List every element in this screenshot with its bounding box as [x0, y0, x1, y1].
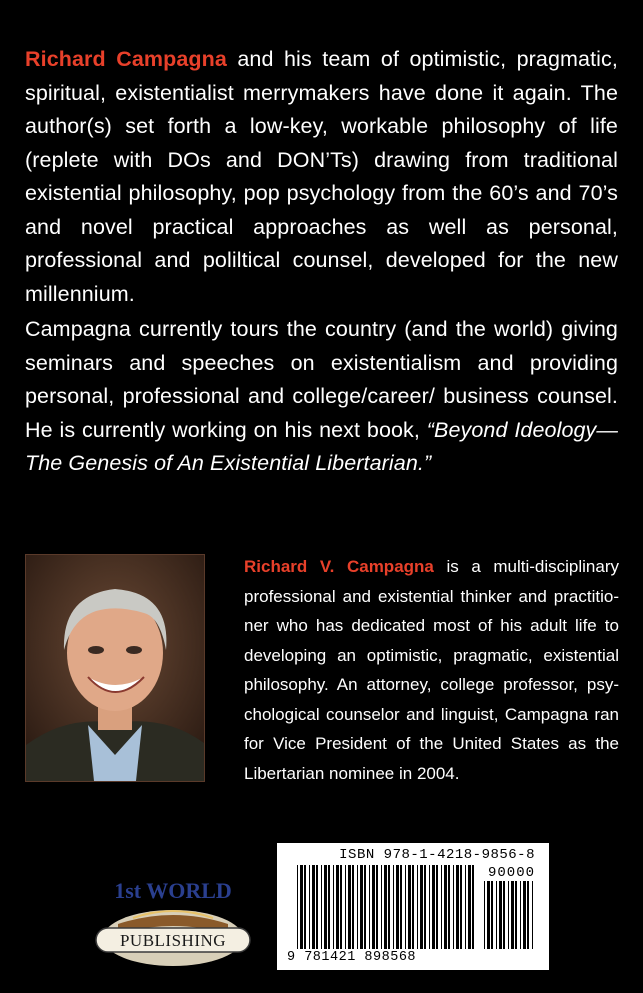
- isbn-barcode: [277, 843, 549, 970]
- bio-author-name: Richard V. Campagna: [244, 557, 434, 576]
- tour-paragraph: [25, 313, 618, 481]
- intro-text: and his team of optimistic, pragmatic, spiritual, existentialist merrymakers have done it again. The author(s) set forth a low-key, workable philosophy of life (replete with DOs and DON’Ts) drawing from traditional existential philosophy, pop psychology from the 60’s and 70’s and novel practical approaches as well as personal, professional and poliltical counsel, developed for the new millennium.: [25, 47, 618, 306]
- author-intro-paragraph: [25, 43, 618, 311]
- publisher-logo-line1: 1st WORLD: [114, 878, 232, 903]
- ean-number: 9 781421 898568: [287, 950, 417, 965]
- publisher-logo: [88, 876, 258, 968]
- author-name: Richard Campagna: [25, 47, 227, 71]
- author-photo: [25, 554, 205, 782]
- price-code: 90000: [487, 865, 535, 881]
- publisher-name: PUBLISHING: [119, 931, 227, 950]
- addon-barcode-bars: [484, 881, 536, 949]
- isbn-label: ISBN 978-1-4218-9856-8: [339, 847, 535, 863]
- bio-text: is a multi-disciplinary professional and existential thinker and practitioner who has dedicated most of his adult life to developing an optimistic, pragmatic, existential philosophy. An attorney, college professor, psychological counselor and linguist, Campagna ran for Vice President of the United States as the Libertarian nominee in 2004.: [244, 557, 619, 783]
- author-bio: [244, 552, 619, 788]
- next-book-title: “Beyond Ideology—The Genesis of An Existential Libertarian.”: [25, 417, 619, 475]
- tour-text: Campagna currently tours the country (and the world) giving seminars and speeches on existentialism and providing personal, professional and college/career/ business counsel. He is currently working on his next book,: [25, 317, 618, 442]
- ean-barcode-bars: [297, 865, 477, 949]
